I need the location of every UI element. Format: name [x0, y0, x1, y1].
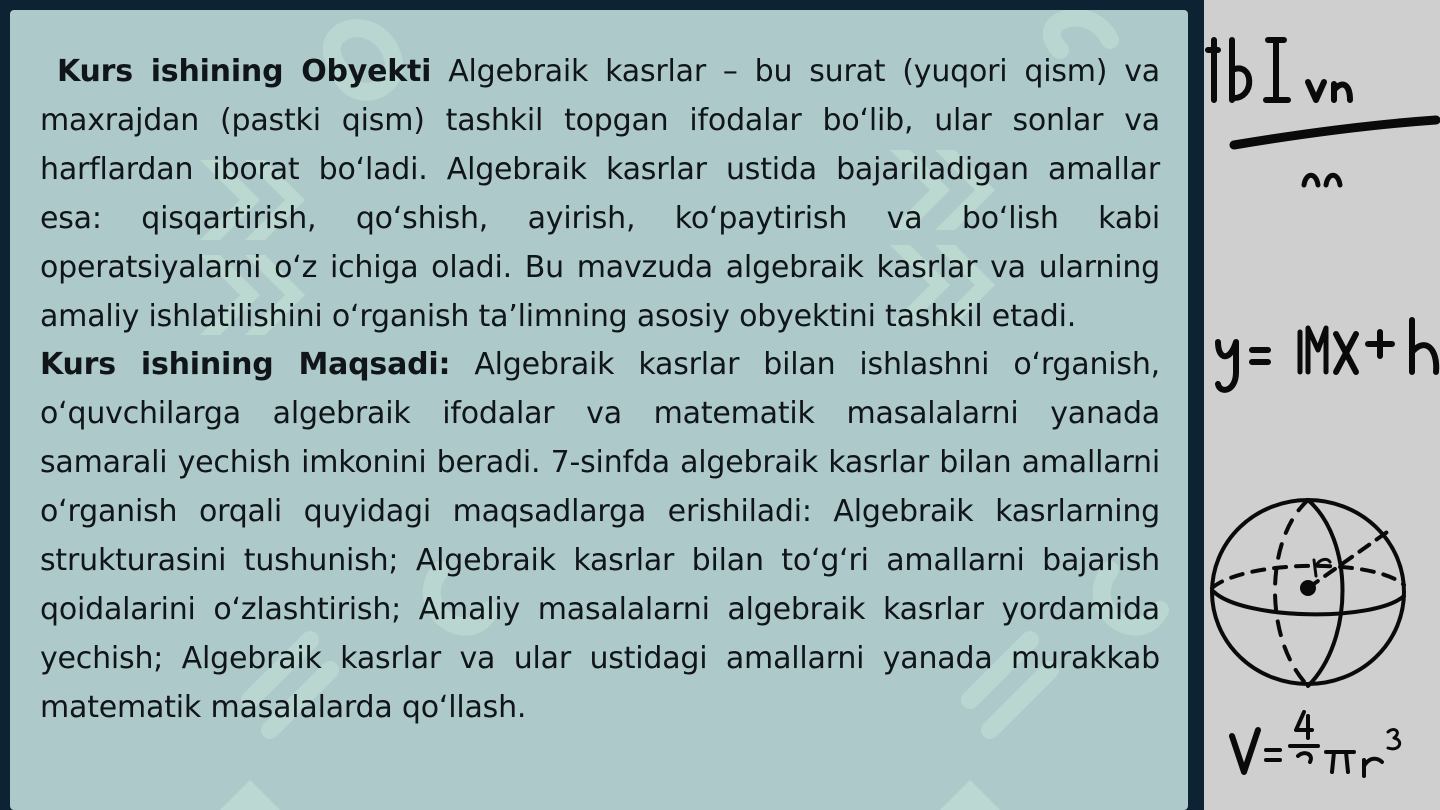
course-description — [40, 48, 1160, 733]
section-maqsadi — [40, 341, 1160, 732]
maqsadi-body: Algebraik kasrlar bilan ishlashni oʻrganish, oʻquvchilarga algebraik ifodalar va matematik masalalarni yanada samarali yechish imkonini beradi. 7-sinfda algebraik kasrlar bilan amallarni oʻrganish orqali quyidagi maqsadlarga erishiladi: Algebraik kasrlarning strukturasini tushunish; Algebraik kasrlar bilan toʻgʻri amallarni bajarish qoidalarini oʻzlashtirish; Amaliy masalalarni algebraik kasrlar yordamida yechish; Algebraik kasrlar va ular ustidagi amallarni yanada murakkab matematik masalalarda qoʻllash. — [40, 347, 1160, 725]
obyekt-body: Algebraik kasrlar – bu surat (yuqori qism) va maxrajdan (pastki qism) tashkil topgan ifodalar boʻlib, ular sonlar va harflardan iborat boʻladi. Algebraik kasrlar ustida bajariladigan amallar esa: qisqartirish, qoʻshish, ayirish, koʻpaytirish va boʻlish kabi operatsiyalarni oʻz ichiga oladi. Bu mavzuda algebraik kasrlar va ularning amaliy ishlatilishini oʻrganish taʼlimning asosiy obyektini tashkil etadi. — [40, 54, 1160, 334]
content-card — [10, 10, 1188, 810]
handwritten-formulas-icon — [1204, 0, 1440, 810]
section-obyekt — [40, 48, 1160, 341]
obyekt-heading: Kurs ishining Obyekti — [56, 54, 432, 89]
maqsadi-heading: Kurs ishining Maqsadi: — [40, 347, 451, 383]
math-sketch-panel — [1204, 0, 1440, 810]
